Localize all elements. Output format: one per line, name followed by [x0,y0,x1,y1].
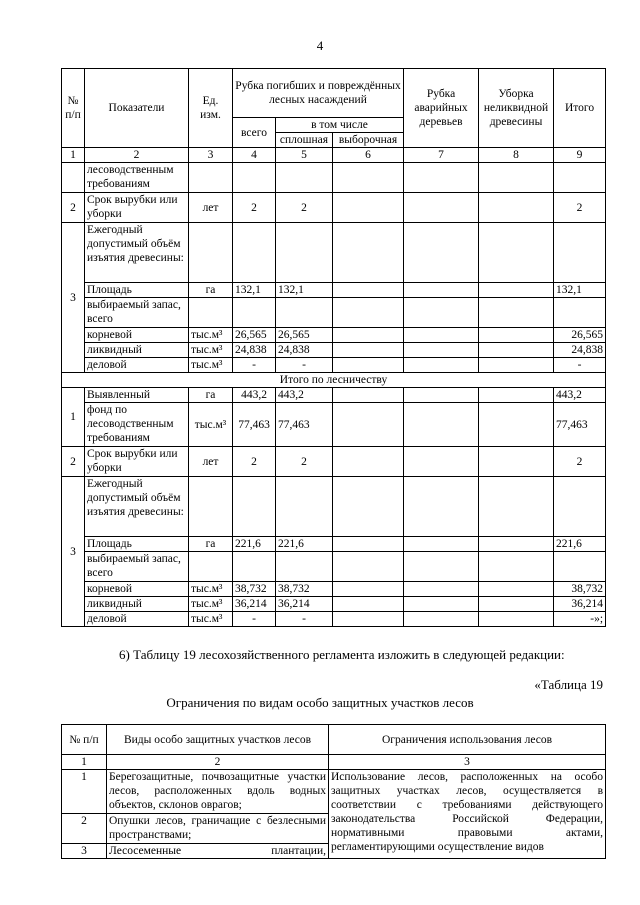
value-solid: 24,838 [276,343,333,358]
value-all: 2 [233,193,276,223]
row-unit: га [189,283,233,298]
header-unit: Ед. изм. [189,69,233,148]
row-unit: тыс.м³ [189,612,233,627]
value-total: 38,732 [554,582,606,597]
col-number: 9 [554,148,606,163]
header-kinds: Виды особо защитных участков лесов [107,725,329,755]
value-solid: 2 [276,447,333,477]
header-dead-stands: Рубка погибших и повреждённых лесных насаждений [233,69,404,118]
value-total: 2 [554,447,606,477]
header-limits: Ограничения использования лесов [329,725,606,755]
row-num: 3 [62,844,107,859]
protective-area-kind: Лесосеменные плантации, [107,844,329,859]
col-number: 5 [276,148,333,163]
value-total: 132,1 [554,283,606,298]
usage-limits-text: Использование лесов, расположенных на особо защитных участках лесов, осуществляется в соответствии с требованиями действующего законодательства Российской Федерации, нормативными правовыми актами, регламентирующими осуществление видов [329,770,606,859]
row-label: ликвидный [85,343,189,358]
row-label: Срок вырубки или уборки [85,193,189,223]
row-label: деловой [85,612,189,627]
row-label: Срок вырубки или уборки [85,447,189,477]
row-num: 2 [62,447,85,477]
value-solid: 36,214 [276,597,333,612]
value-solid: 443,2 [276,388,333,403]
row-label: Ежегодный допустимый объём изъятия древесины: [85,477,189,537]
row-num: 2 [62,193,85,223]
col-number: 3 [329,755,606,770]
col-number: 6 [333,148,404,163]
row-unit: лет [189,447,233,477]
row-num: 3 [62,223,85,373]
page-number: 4 [316,38,324,53]
row-num: 1 [62,388,85,447]
row-label: ликвидный [85,597,189,612]
row-label: Ежегодный допустимый объём изъятия древесины: [85,223,189,283]
value-total: 24,838 [554,343,606,358]
value-total: 2 [554,193,606,223]
header-indicators: Показатели [85,69,189,148]
protective-areas-table [61,724,606,859]
value-total: 26,565 [554,328,606,343]
value-total: - [554,358,606,373]
row-unit: тыс.м³ [189,597,233,612]
header-all: всего [233,118,276,148]
value-all: 77,463 [233,403,276,447]
value-solid: 38,732 [276,582,333,597]
value-total: 221,6 [554,537,606,552]
value-total: 36,214 [554,597,606,612]
section-title: Итого по лесничеству [62,373,606,388]
value-solid: 2 [276,193,333,223]
value-solid: 77,463 [276,403,333,447]
header-num: № п/п [62,725,107,755]
value-total: 77,463 [554,403,606,447]
col-number: 8 [479,148,554,163]
row-num: 2 [62,814,107,844]
value-all: 24,838 [233,343,276,358]
header-total: Итого [554,69,606,148]
amendment-paragraph: 6) Таблицу 19 лесохозяйственного регламента изложить в следующей редакции: [119,647,565,662]
value-total: -»; [554,612,606,627]
row-unit: тыс.м³ [189,358,233,373]
value-all: - [233,612,276,627]
row-unit: тыс.м³ [189,328,233,343]
table-caption: Ограничения по видам особо защитных участков лесов [166,695,474,710]
col-number: 1 [62,148,85,163]
value-all: 26,565 [233,328,276,343]
forest-harvest-table [61,68,606,627]
col-number: 2 [107,755,329,770]
header-solid: сплошная [276,133,333,148]
value-solid: 26,565 [276,328,333,343]
row-unit: га [189,537,233,552]
row-unit: тыс.м³ [189,582,233,597]
row-label: деловой [85,358,189,373]
col-number: 7 [404,148,479,163]
row-label: корневой [85,582,189,597]
value-solid: - [276,358,333,373]
col-number: 1 [62,755,107,770]
row-label: выбираемый запас, всего [85,298,189,328]
header-illiquid-wood: Уборка неликвидной древесины [479,69,554,148]
row-label: фонд по лесоводственным требованиям [85,403,189,447]
header-emergency-trees: Рубка аварийных деревьев [404,69,479,148]
value-all: 221,6 [233,537,276,552]
row-unit: тыс.м³ [189,343,233,358]
value-all: 443,2 [233,388,276,403]
protective-area-kind: Опушки лесов, граничащие с безлесными пространствами; [107,814,329,844]
row-label: корневой [85,328,189,343]
value-all: 132,1 [233,283,276,298]
header-including: в том числе [276,118,404,133]
value-all: 38,732 [233,582,276,597]
col-number: 3 [189,148,233,163]
row-num: 3 [62,477,85,627]
header-num: № п/п [62,69,85,148]
value-all: 2 [233,447,276,477]
value-all: 36,214 [233,597,276,612]
value-solid: 221,6 [276,537,333,552]
row-unit: тыс.м³ [189,403,233,447]
row-label: Выявленный [85,388,189,403]
value-all: - [233,358,276,373]
row-num: 1 [62,770,107,814]
value-solid: - [276,612,333,627]
row-label: Площадь [85,283,189,298]
row-unit: лет [189,193,233,223]
row-label: лесоводственным требованиям [85,163,189,193]
value-total: 443,2 [554,388,606,403]
row-label: выбираемый запас, всего [85,552,189,582]
header-selective: выборочная [333,133,404,148]
value-solid: 132,1 [276,283,333,298]
col-number: 2 [85,148,189,163]
col-number: 4 [233,148,276,163]
row-unit: га [189,388,233,403]
table-reference: «Таблица 19 [534,677,603,692]
row-label: Площадь [85,537,189,552]
protective-area-kind: Берегозащитные, почвозащитные участки лесов, расположенных вдоль водных объектов, склонов оврагов; [107,770,329,814]
